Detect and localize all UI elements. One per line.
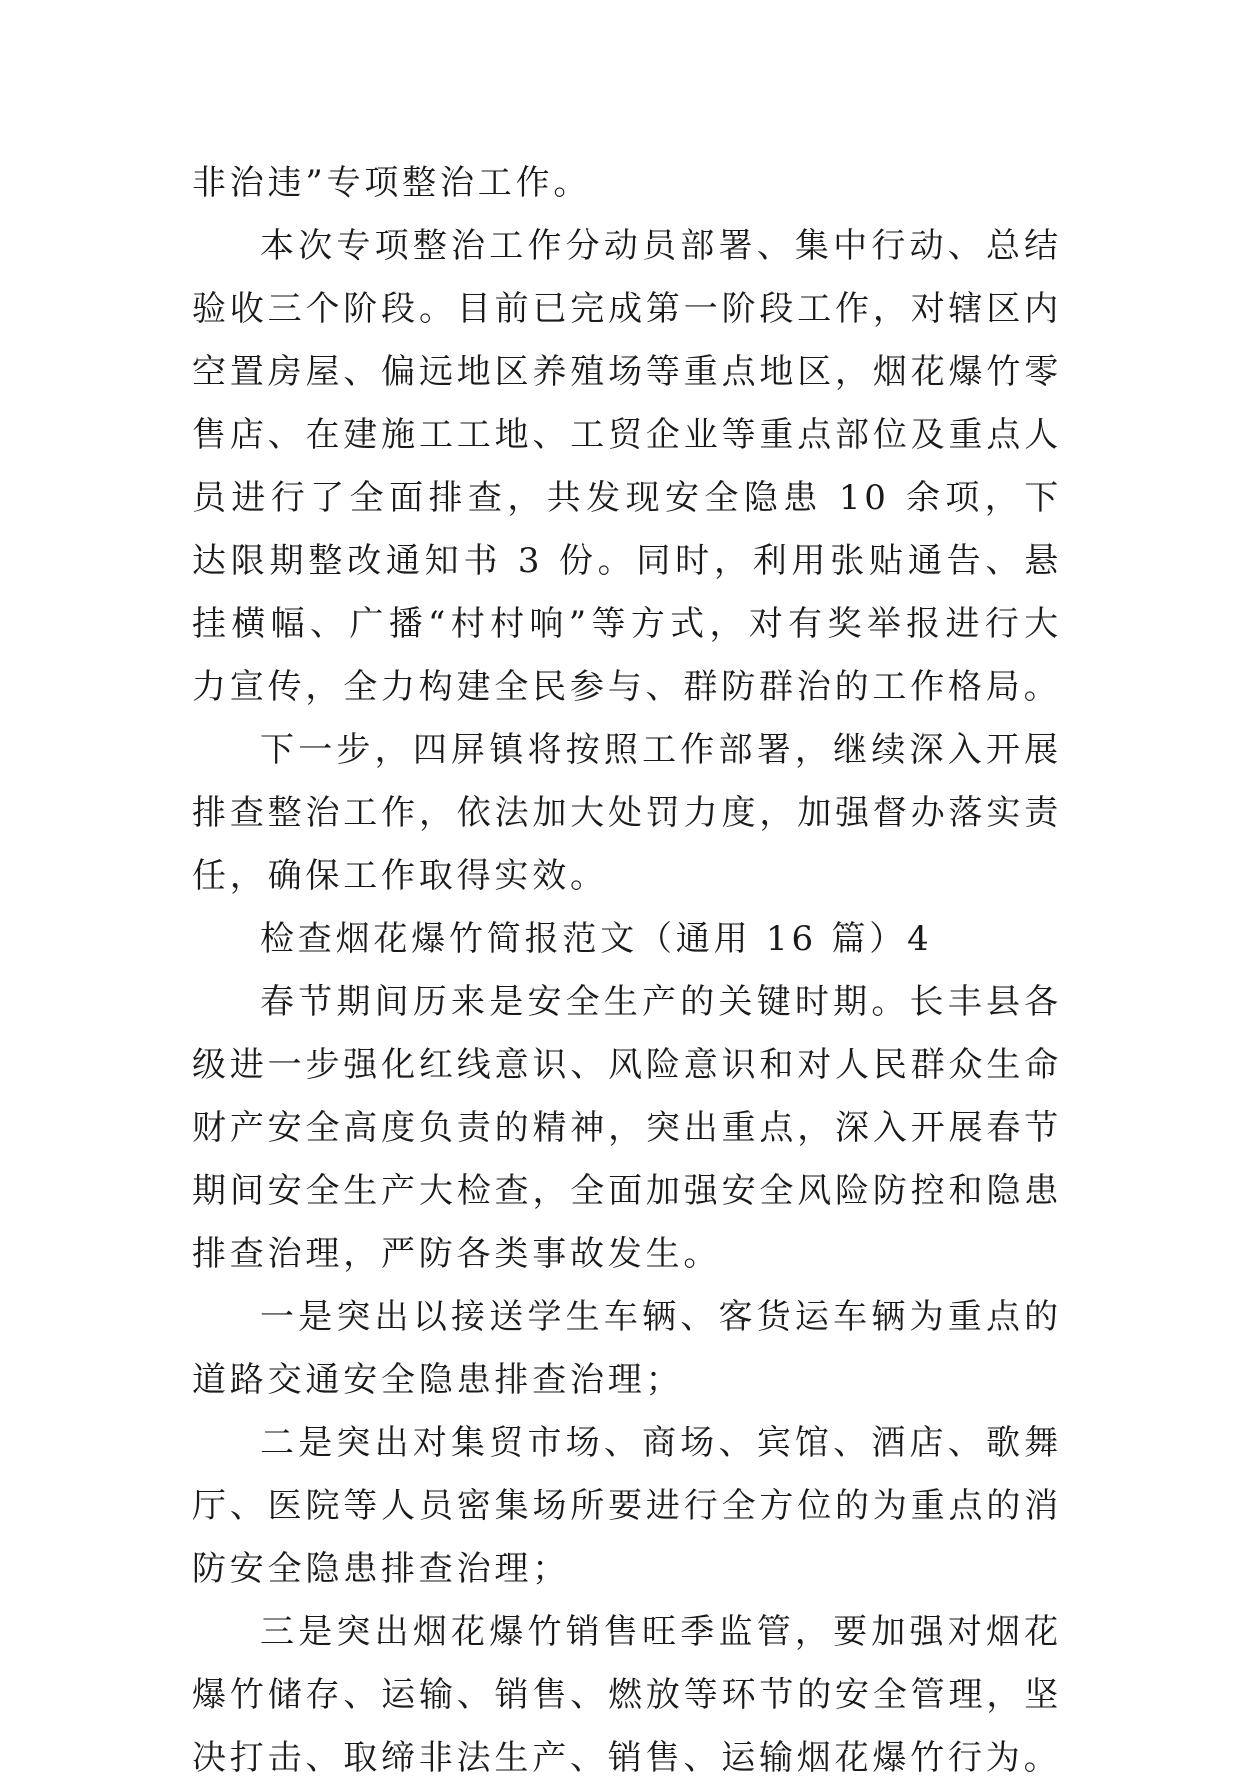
paragraph-continuation: 非治违”专项整治工作。	[192, 163, 592, 203]
list-item-road-traffic: 一是突出以接送学生车辆、客货运车辆为重点的道路交通安全隐患排查治理；	[192, 1297, 1062, 1400]
document-body	[192, 152, 1062, 1790]
section-heading: 检查烟花爆竹简报范文（通用 16 篇）4	[260, 919, 933, 959]
list-item-fire-safety: 二是突出对集贸市场、商场、宾馆、酒店、歌舞厅、医院等人员密集场所要进行全方位的为重点的消防安全隐患排查治理；	[192, 1423, 1062, 1589]
paragraph-rectification-stages: 本次专项整治工作分动员部署、集中行动、总结验收三个阶段。目前已完成第一阶段工作，对辖区内空置房屋、偏远地区养殖场等重点地区，烟花爆竹零售店、在建施工工地、工贸企业等重点部位及重点人员进行了全面排查，共发现安全隐患 10 余项，下达限期整改通知书 3 份。同时，利用张贴通告、悬挂横幅、广播“村村响”等方式，对有奖举报进行大力宣传，全力构建全民参与、群防群治的工作格局。	[192, 226, 1062, 707]
paragraph-next-steps: 下一步，四屏镇将按照工作部署，继续深入开展排查整治工作，依法加大处罚力度，加强督办落实责任，确保工作取得实效。	[192, 730, 1062, 896]
paragraph-spring-festival: 春节期间历来是安全生产的关键时期。长丰县各级进一步强化红线意识、风险意识和对人民群众生命财产安全高度负责的精神，突出重点，深入开展春节期间安全生产大检查，全面加强安全风险防控和隐患排查治理，严防各类事故发生。	[192, 982, 1062, 1274]
list-item-fireworks-supervision: 三是突出烟花爆竹销售旺季监管，要加强对烟花爆竹储存、运输、销售、燃放等环节的安全管理，坚决打击、取缔非法生产、销售、运输烟花爆竹行为。	[192, 1612, 1062, 1778]
